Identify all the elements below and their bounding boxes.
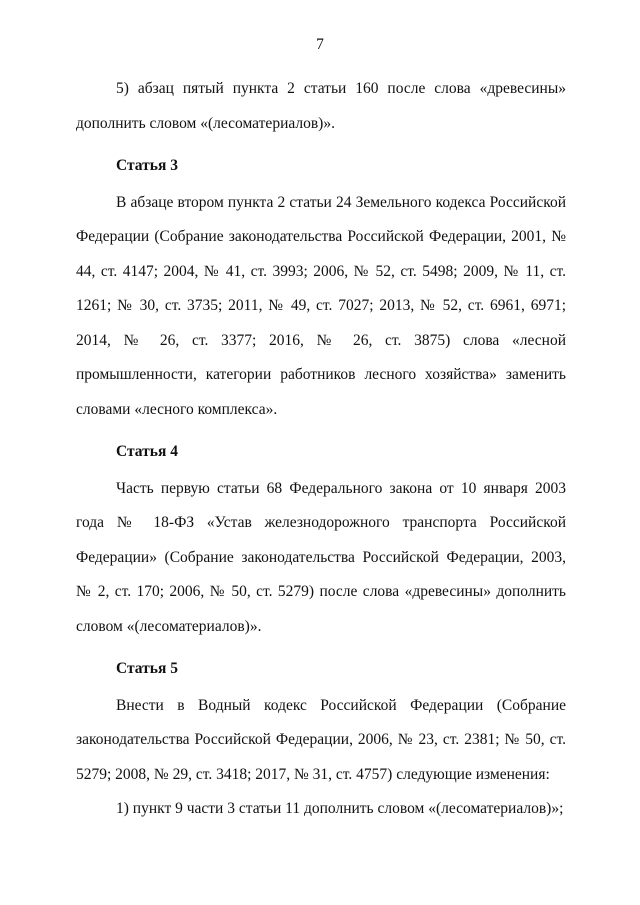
- article-5-heading: Статья 5: [116, 660, 178, 677]
- article-5-paragraph: Внести в Водный кодекс Российской Федерации (Собрание законодательства Российской Федерации, 2006, № 23, ст. 2381; № 50, ст. 5279; 2008, № 29, ст. 3418; 2017, № 31, ст. 4757) следующие изменения:: [76, 696, 566, 783]
- item-5-paragraph: 5) абзац пятый пункта 2 статьи 160 после слова «древесины» дополнить словом «(лесоматериалов)».: [76, 80, 566, 132]
- article-4-paragraph: Часть первую статьи 68 Федерального закона от 10 января 2003 года № 18-ФЗ «Устав железнодорожного транспорта Российской Федерации» (Собрание законодательства Российской Федерации, 2003, № 2, ст. 170; 2006, № 50, ст. 5279) после слова «древесины» дополнить словом «(лесоматериалов)».: [76, 479, 566, 635]
- article-5-item-1: 1) пункт 9 части 3 статьи 11 дополнить словом «(лесоматериалов)»;: [116, 800, 564, 817]
- page-number: 7: [316, 36, 324, 53]
- article-4-heading: Статья 4: [116, 443, 178, 460]
- article-3-heading: Статья 3: [116, 157, 178, 174]
- document-body: [76, 72, 566, 827]
- article-3-paragraph: В абзаце втором пункта 2 статьи 24 Земельного кодекса Российской Федерации (Собрание законодательства Российской Федерации, 2001, № 44, ст. 4147; 2004, № 41, ст. 3993; 2006, № 52, ст. 5498; 2009, № 11, ст. 1261; № 30, ст. 3735; 2011, № 49, ст. 7027; 2013, № 52, ст. 6961, 6971; 2014, № 26, ст. 3377; 2016, № 26, ст. 3875) слова «лесной промышленности, категории работников лесного хозяйства» заменить словами «лесного комплекса».: [76, 193, 566, 418]
